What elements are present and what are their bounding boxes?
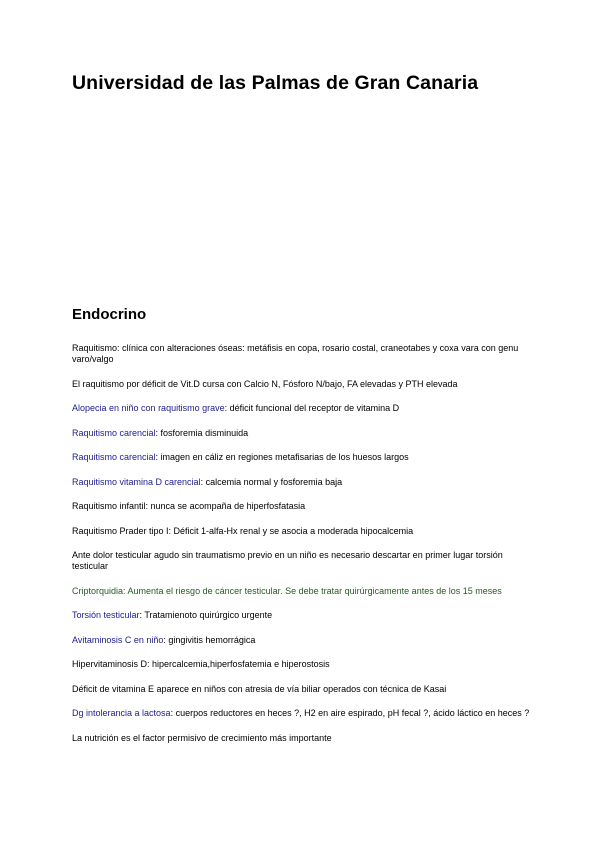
note-item bbox=[72, 550, 532, 572]
note-text: Raquitismo Prader tipo I: Déficit 1-alfa-Hx renal y se asocia a moderada hipocalcemia bbox=[72, 525, 414, 536]
note-item bbox=[72, 477, 532, 488]
note-text: : Tratamienoto quirúrgico urgente bbox=[139, 610, 273, 620]
note-text: Raquitismo infantil: nunca se acompaña de hiperfosfatasia bbox=[72, 501, 306, 511]
note-text: Ante dolor testicular agudo sin traumatismo previo en un niño es necesario descartar en primer lugar torsión testicular bbox=[72, 550, 503, 571]
note-text: : calcemia normal y fosforemia baja bbox=[200, 476, 343, 487]
note-text: Hipervitaminosis D: hipercalcemia,hiperfosfatemia e hiperostosis bbox=[72, 659, 330, 669]
note-lead: Raquitismo vitamina D carencial bbox=[72, 476, 201, 487]
note-lead: Raquitismo carencial bbox=[72, 452, 156, 462]
note-item bbox=[72, 659, 532, 670]
note-text: Raquitismo: clínica con alteraciones óseas: metáfisis en copa, rosario costal, craneotabes y coxa vara con genu varo/valgo bbox=[72, 343, 519, 364]
note-text: Déficit de vitamina E aparece en niños con atresia de vía biliar operados con técnica de Kasai bbox=[72, 683, 447, 694]
note-item bbox=[72, 343, 532, 365]
section-title: Endocrino bbox=[72, 306, 147, 323]
note-text: La nutrición es el factor permisivo de crecimiento más importante bbox=[72, 732, 332, 743]
note-item bbox=[72, 501, 532, 512]
note-item bbox=[72, 610, 532, 621]
note-text: : gingivitis hemorrágica bbox=[163, 634, 256, 645]
note-item bbox=[72, 708, 532, 719]
note-lead: Dg intolerancia a lactosa bbox=[72, 708, 171, 718]
note-text: : fosforemia disminuida bbox=[155, 427, 249, 438]
note-item bbox=[72, 379, 532, 390]
page-title: Universidad de las Palmas de Gran Canaria bbox=[72, 72, 479, 94]
note-text: El raquitismo por déficit de Vit.D cursa con Calcio N, Fósforo N/bajo, FA elevadas y PTH elevada bbox=[72, 378, 458, 389]
note-lead: Avitaminosis C en niño bbox=[72, 634, 164, 645]
note-text: : déficit funcional del receptor de vitamina D bbox=[224, 403, 400, 413]
note-text: Criptorquidia: Aumenta el riesgo de cáncer testicular. Se debe tratar quirúrgicamente antes de los 15 meses bbox=[72, 585, 502, 596]
note-item bbox=[72, 526, 532, 537]
note-text: : imagen en cáliz en regiones metafisarias de los huesos largos bbox=[155, 452, 409, 462]
note-lead: Raquitismo carencial bbox=[72, 427, 156, 438]
note-item bbox=[72, 684, 532, 695]
note-item bbox=[72, 452, 532, 463]
note-lead: Alopecia en niño con raquitismo grave bbox=[72, 403, 225, 413]
note-item bbox=[72, 586, 532, 597]
note-item bbox=[72, 733, 532, 744]
note-item bbox=[72, 428, 532, 439]
note-item bbox=[72, 403, 532, 414]
note-item bbox=[72, 635, 532, 646]
note-text: : cuerpos reductores en heces ?, H2 en aire espirado, pH fecal ?, ácido láctico en heces ? bbox=[170, 708, 530, 718]
note-lead: Torsión testicular bbox=[72, 610, 140, 620]
note-list bbox=[72, 343, 532, 757]
